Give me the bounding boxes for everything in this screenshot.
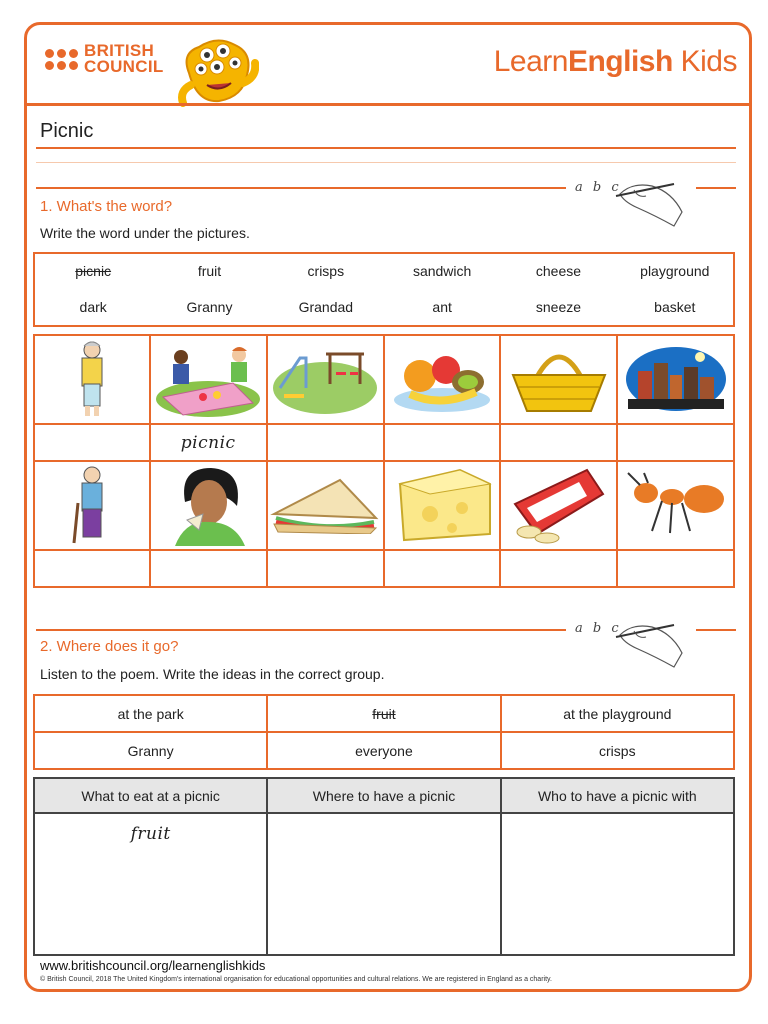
- header-divider: [27, 103, 749, 106]
- sneezing-woman-icon: [165, 462, 251, 546]
- section1-abc: a b c: [575, 180, 622, 195]
- picture-cell: [384, 461, 501, 550]
- title-underline: [36, 147, 736, 149]
- picture-cell: [617, 461, 734, 550]
- section1-writing-hand-icon: [612, 172, 692, 230]
- picture-cell: [500, 461, 617, 550]
- picture-cell: [500, 335, 617, 424]
- ant-icon: [622, 471, 730, 537]
- answer-cell[interactable]: [500, 550, 617, 587]
- answer-cell[interactable]: [267, 424, 384, 461]
- sandwich-icon: [270, 474, 380, 534]
- word-bank-item: playground: [640, 263, 710, 279]
- page-header: [27, 25, 749, 105]
- group-answer-cell[interactable]: [34, 813, 267, 955]
- word-bank-item: sandwich: [412, 263, 472, 279]
- answer-cell[interactable]: [617, 424, 734, 461]
- answer-cell[interactable]: [384, 424, 501, 461]
- fruit-bowl-icon: [390, 342, 494, 414]
- section2-line-left: [36, 629, 566, 631]
- british-council-logo: [45, 43, 164, 75]
- answer-cell[interactable]: [617, 550, 734, 587]
- group-header: Who to have a picnic with: [501, 778, 734, 813]
- section2-line-right: [696, 629, 736, 631]
- answer-cell[interactable]: [150, 424, 267, 461]
- grandad-icon: [70, 463, 114, 545]
- section1-heading: 1. What's the word?: [40, 198, 173, 215]
- picture-cell: [267, 335, 384, 424]
- word-bank-item: picnic: [75, 263, 112, 279]
- word-bank-item: crisps: [307, 263, 345, 279]
- section1-line-right: [696, 187, 736, 189]
- answer-cell[interactable]: [34, 550, 150, 587]
- answer-cell[interactable]: [34, 424, 150, 461]
- answer-cell[interactable]: [150, 550, 267, 587]
- title-underline-light: [36, 162, 736, 163]
- word-bank-item: cheese: [535, 263, 582, 279]
- word-bank-item: Granny: [34, 732, 267, 769]
- answer-cell[interactable]: [500, 424, 617, 461]
- picture-cell: [384, 335, 501, 424]
- word-bank-item: crisps: [501, 732, 734, 769]
- granny-icon: [72, 338, 112, 418]
- footer-url[interactable]: www.britishcouncil.org/learnenglishkids: [40, 958, 266, 973]
- word-bank-item: sneeze: [535, 299, 582, 315]
- answer-text: picnic: [180, 432, 236, 453]
- section2-instruction: Listen to the poem. Write the ideas in the correct group.: [40, 666, 385, 682]
- group-header: Where to have a picnic: [267, 778, 500, 813]
- word-bank-item: at the park: [34, 695, 267, 732]
- section2-abc: a b c: [575, 621, 622, 636]
- crisps-bag-icon: [507, 464, 611, 544]
- word-bank-item: Grandad: [298, 299, 354, 315]
- group-table: [33, 777, 735, 956]
- section1-word-bank: [33, 252, 735, 327]
- answer-text: fruit: [130, 824, 171, 844]
- word-bank-item: basket: [654, 299, 696, 315]
- picture-cell: [150, 461, 267, 550]
- picture-cell: [34, 335, 150, 424]
- word-bank-item: Granny: [186, 299, 233, 315]
- picture-grid: [33, 334, 735, 588]
- section2-word-bank: [33, 694, 735, 770]
- section2-heading: 2. Where does it go?: [40, 638, 179, 655]
- picnic-scene-icon: [153, 337, 263, 419]
- word-bank-item: everyone: [267, 732, 500, 769]
- group-answer-cell[interactable]: [267, 813, 500, 955]
- word-bank-item: fruit: [267, 695, 500, 732]
- footer-copyright: © British Council, 2018 The United Kingdom's international organisation for educational opportunities and cultural relations. We are registered in England as a charity.: [40, 976, 552, 983]
- answer-cell[interactable]: [384, 550, 501, 587]
- page-title: Picnic: [40, 120, 94, 142]
- picture-cell: [34, 461, 150, 550]
- playground-icon: [270, 338, 380, 418]
- basket-icon: [507, 341, 611, 415]
- word-bank-item: fruit: [197, 263, 222, 279]
- section2-writing-hand-icon: [612, 613, 692, 671]
- learnenglish-kids-logo: LearnEnglish Kids: [493, 45, 737, 78]
- word-bank-item: dark: [79, 299, 107, 315]
- word-bank-item: ant: [432, 299, 452, 315]
- picture-cell: [617, 335, 734, 424]
- group-header: What to eat at a picnic: [34, 778, 267, 813]
- city-at-night-icon: [624, 343, 728, 413]
- answer-cell[interactable]: [267, 550, 384, 587]
- monster-mascot-icon: [177, 33, 259, 107]
- group-answer-cell[interactable]: [501, 813, 734, 955]
- picture-cell: [150, 335, 267, 424]
- section1-instruction: Write the word under the pictures.: [40, 225, 250, 241]
- cheese-icon: [390, 464, 494, 544]
- british-council-dots-icon: [45, 49, 78, 70]
- org-line-2: COUNCIL: [84, 57, 164, 76]
- picture-cell: [267, 461, 384, 550]
- org-line-1: BRITISH: [84, 41, 155, 60]
- word-bank-item: at the playground: [501, 695, 734, 732]
- section1-line-left: [36, 187, 566, 189]
